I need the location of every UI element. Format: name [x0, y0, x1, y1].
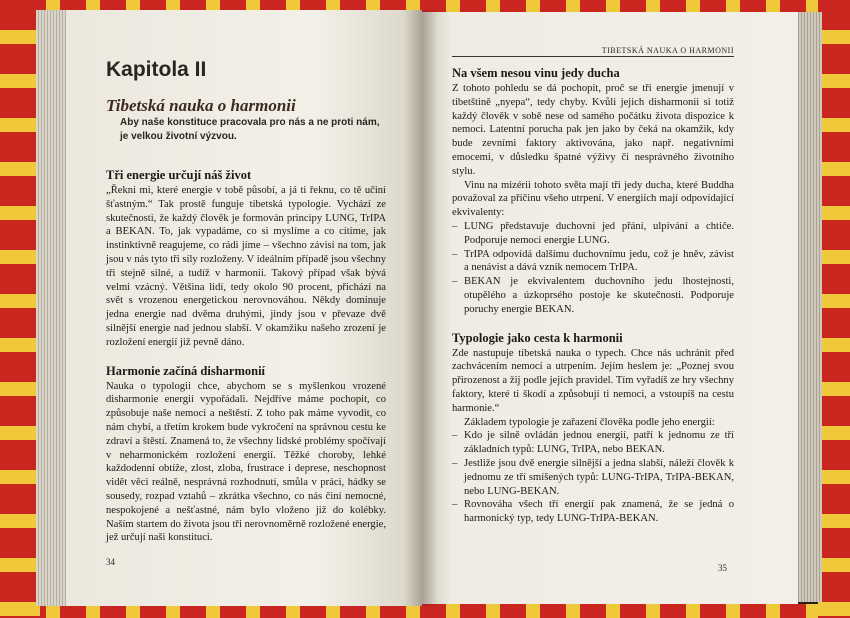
- running-head: TIBETSKÁ NAUKA O HARMONII: [452, 46, 734, 57]
- dash-list: [452, 220, 734, 317]
- list-item: – BEKAN je ekvivalentem duchovního jedu lhostejnosti, otupělého a úzkoprsého postoje ke skutečnosti. Podporuje poruchy energie BEKAN.: [452, 275, 734, 316]
- part-title: Tibetská nauka o harmonii: [106, 96, 296, 115]
- page-number-left: 34: [106, 557, 115, 567]
- right-page-text: [452, 66, 734, 526]
- list-item: – LUNG představuje duchovní jed přání, ulpívání a chtiče. Podporuje nemoci energie LUNG.: [452, 220, 734, 248]
- list-item: – Rovnováha všech tří energií pak znamená, že se jedná o harmonický typ, tedy LUNG-TrIPA-BEKAN.: [452, 498, 734, 526]
- part-subtitle: Aby naše konstituce pracovala pro nás a ne proti nám, je velkou životní výzvou.: [120, 117, 380, 142]
- list-item: – TrIPA odpovídá dalšímu duchovnímu jedu, což je hněv, závist a nenávist a dává vznik nemocem TrIPA.: [452, 248, 734, 276]
- section-heading: Typologie jako cesta k harmonii: [452, 330, 623, 345]
- list-item: – Kdo je silně ovládán jednou energií, patří k jednomu ze tří základních typů: LUNG, TrIPA, nebo BEKAN.: [452, 429, 734, 457]
- paragraph: Základem typologie je zařazení člověka podle jeho energií:: [464, 416, 715, 428]
- cover-edge-right: [818, 0, 850, 618]
- section-heading: Tři energie určují náš život: [106, 168, 252, 182]
- page-number-right: 35: [718, 563, 727, 573]
- paragraph: „Řekni mi, které energie v tobě působí, a já ti řeknu, co tě učiní šťastným.“ Tak prostě funguje tibetská typologie. Vychází ze skutečnosti, že každý člověk je formován principy LUNG, TrIPA a BEKAN. To, jak vypadáme, co si myslíme a co cítíme, jak instinktivně reagujeme, co rádi jíme – všechno závisí na tom, jak jsou v nás tyto tři síly rozloženy. V ideálním případě jsou všechny tři stejně silné, a tudíž v harmonii. Takový případ však bývá velmi vzácný. Většina lidí, tedy okolo 90 procent, přichází na svět s vrozenou energetickou nerovnováhou. Někdy dominuje jedna energie nad dvěma druhými, jindy jsou v převaze dvě silnější energie nad jednou slabší. V okamžiku našeho zrození je rozložení energií již pevně dáno.: [106, 185, 386, 348]
- section-heading: Harmonie začíná disharmonií: [106, 363, 266, 378]
- section-heading: Na všem nesou vinu jedy ducha: [452, 66, 620, 80]
- book-gutter: [404, 10, 438, 606]
- dash-list: [452, 429, 734, 526]
- cover-edge-left: [0, 0, 40, 618]
- cover-edge-bottom: [20, 604, 835, 618]
- page-edges-right: [796, 12, 822, 602]
- page-edges-left: [36, 10, 68, 606]
- paragraph: Z tohoto pohledu se dá pochopit, proč se tři energie jmenují v tibetštině „nyepa“, tedy chyby. Kvůli jejich disharmonii si totiž každý člověk v sobě nese od samého počátku života dispozice k nemoci. Latentní porucha pak jen jako by čeká na okamžik, kdy bude zevními faktory aktivována, jako např. negativními emocemi, v důsledku špatné výživy či nesprávného životního stylu.: [452, 83, 734, 177]
- list-item: – Jestliže jsou dvě energie silnější a jedna slabší, náleží člověk k jednomu ze tří smíšených typů: LUNG-TrIPA, TrIPA-BEKAN, nebo LUNG-BEKAN.: [452, 457, 734, 498]
- paragraph: Nauka o typologii chce, abychom se s myšlenkou vrozené disharmonie energií vypořádali. Nejdříve máme pochopit, co způsobuje naše nemoci a neštěstí. Z toho pak máme vyvodit, co nám chybí, a třetím krokem bude vykročení na správnou cestu ke zdraví a štěstí. Znamená to, že všechny lidské problémy spočívají v neharmonickém rozložení energií. Těžké choroby, lehké každodenní obtíže, zlost, zloba, frustrace i deprese, neschopnost vidět věci reálně, nesprávná rozhodnutí, smůla v práci, hádky se sousedy, rozpad vztahů – zkrátka všechno, co nás činí nemocné, nespokojené a nešťastné, nám bylo vloženo již do kolébky. Naším startem do života jsou tři nerovnoměrně rozložené energie, jež určují naši konstituci.: [106, 380, 386, 544]
- paragraph: Vinu na mizérii tohoto světa mají tři jedy ducha, které Buddha považoval za příčinu všeho utrpení. V energiích mají odpovídající ekvivalenty:: [452, 179, 734, 219]
- paragraph: Zde nastupuje tibetská nauka o typech. Chce nás uchránit před zachvácením nemocí a utrpením. Jejím heslem je: „Poznej svou přirozenost a žij podle jejích pravidel. Tím vyřadíš ze hry všechny faktory, které ti škodí a způsobují ti nemoci, a vstoupíš na cestu harmonie.“: [452, 347, 734, 414]
- chapter-heading: Kapitola II: [106, 58, 207, 81]
- left-page-text: [106, 58, 386, 545]
